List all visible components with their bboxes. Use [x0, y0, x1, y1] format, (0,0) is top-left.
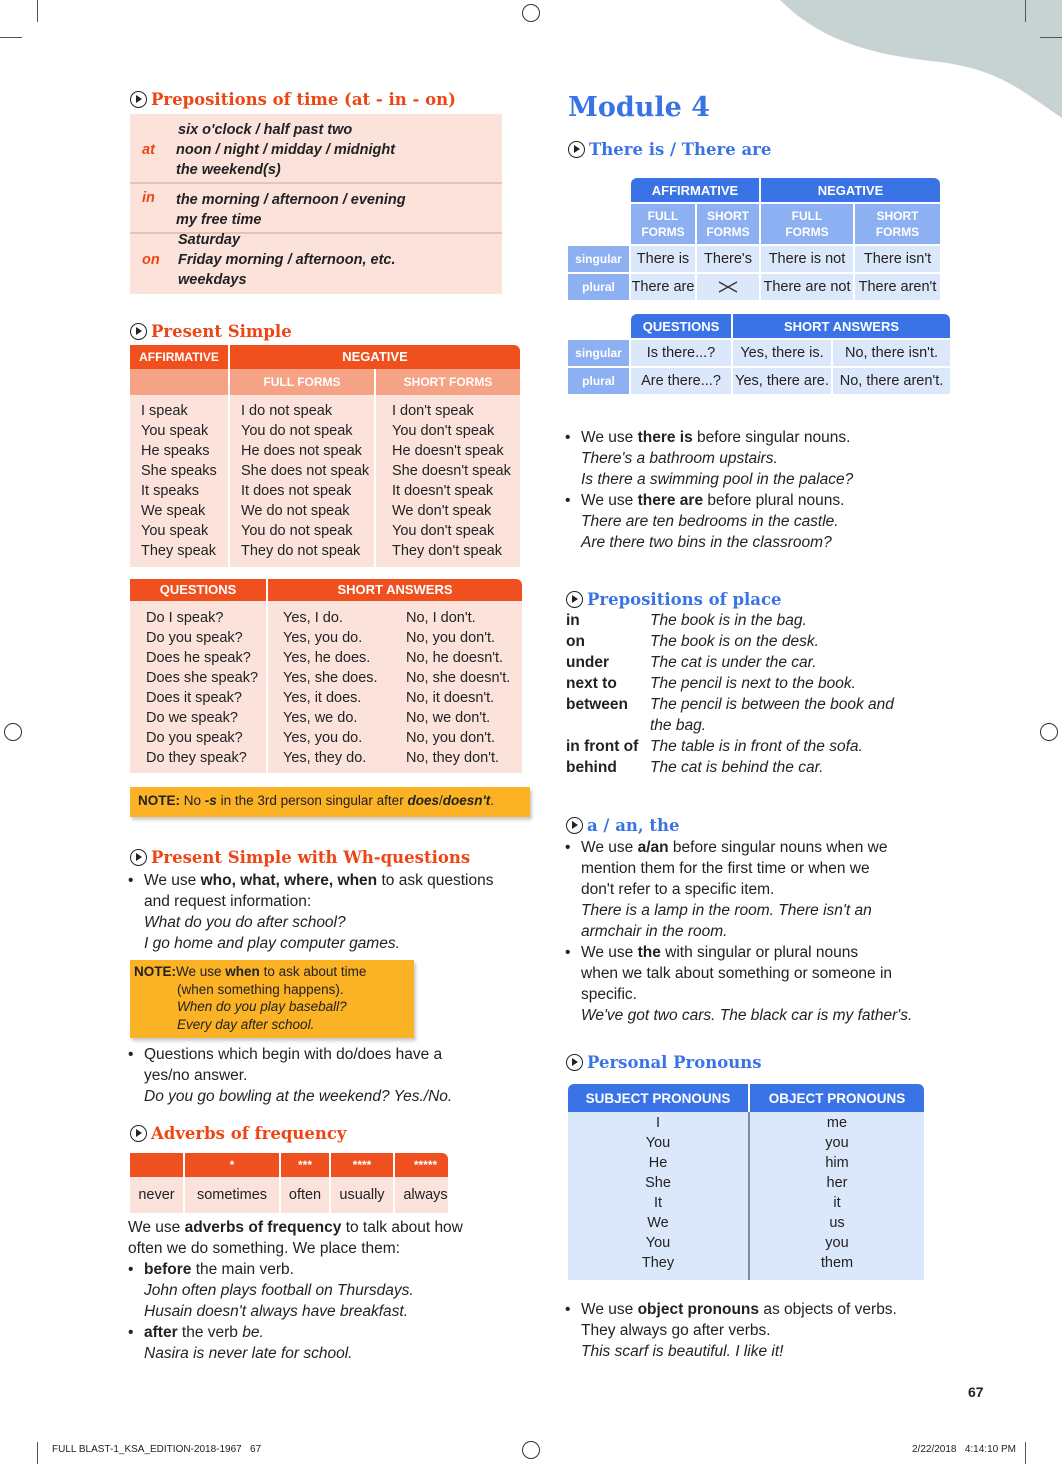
list-item: She	[645, 1175, 671, 1191]
list-item: They do not speak	[241, 543, 361, 559]
list-item: Yes, I do.	[283, 610, 343, 626]
list-item: He doesn't speak	[392, 443, 504, 459]
preposition	[566, 715, 650, 736]
preposition: on	[566, 633, 585, 650]
frequency-word: always	[403, 1187, 448, 1203]
short-forms-header: SHORT FORMS	[697, 204, 759, 244]
column-divider	[374, 395, 376, 567]
footer-left: FULL BLAST-1_KSA_EDITION-2018-1967 67	[52, 1444, 262, 1455]
example-sentence: The pencil is between the book and	[650, 696, 894, 713]
list-item: Yes, he does.	[283, 650, 371, 666]
articles-title: a / an, the	[566, 816, 680, 835]
footer-right: 2/22/2018 4:14:10 PM	[912, 1444, 1016, 1455]
list-item: Does he speak?	[146, 650, 251, 666]
column-divider	[228, 395, 230, 567]
yes-answers-column	[283, 608, 378, 768]
list-item: I speak	[141, 403, 188, 419]
crop-mark	[0, 37, 22, 38]
short-forms-header: SHORT FORMS	[376, 369, 520, 395]
header-blank	[130, 369, 228, 395]
affirmative-header: AFFIRMATIVE	[130, 345, 228, 369]
list-item: No, you don't.	[406, 730, 496, 746]
list-item: Do you speak?	[146, 630, 243, 646]
singular-label: singular	[568, 340, 629, 366]
example-sentence: the bag.	[650, 717, 707, 734]
list-item	[566, 631, 966, 652]
prep-time-table	[130, 114, 502, 294]
crop-mark	[37, 1442, 38, 1464]
negative-full-column	[241, 401, 369, 561]
table-cell: No, there isn't.	[833, 340, 950, 366]
negative-header: NEGATIVE	[230, 345, 520, 369]
no-short-form-cell	[697, 274, 759, 300]
play-audio-icon[interactable]	[130, 1125, 147, 1142]
articles-text: • We use a/an before singular nouns when we mention them for the first time or when we don't refer to a specific item. There is a lamp in the room. There isn't an armchair in the room. • We use the with singular or plural nouns when we talk about something or someone in specific. We've got two cars. The black car is my father's.	[565, 837, 965, 1026]
list-item: Do we speak?	[146, 710, 238, 726]
registration-mark-icon	[4, 723, 22, 741]
list-item: You don't speak	[392, 423, 495, 439]
list-item: It	[653, 1195, 663, 1211]
wh-text: • We use who, what, where, when to ask questions and request information: What do you do after school? I go home and play computer games.	[128, 870, 528, 954]
questions-header: QUESTIONS	[130, 579, 266, 601]
example-sentence: The book is in the bag.	[650, 612, 807, 629]
list-item	[566, 736, 966, 757]
list-item: You speak	[141, 423, 209, 439]
play-audio-icon[interactable]	[566, 817, 583, 834]
list-item: It speaks	[141, 483, 200, 499]
table-cell: Yes, there are.	[733, 368, 831, 394]
plural-label: plural	[568, 368, 629, 394]
negative-short-column	[392, 401, 511, 561]
table-cell: There isn't	[855, 246, 940, 272]
example-sentence: The table is in front of the sofa.	[650, 738, 863, 755]
preposition: next to	[566, 675, 617, 692]
adverbs-title: Adverbs of frequency	[130, 1124, 347, 1143]
play-audio-icon[interactable]	[130, 849, 147, 866]
there-title: There is / There are	[568, 140, 771, 159]
list-item: I	[655, 1115, 661, 1131]
pronouns-text: • We use object pronouns as objects of verbs. They always go after verbs. This scarf is beautiful. I like it!	[565, 1299, 965, 1362]
list-item: It doesn't speak	[392, 483, 494, 499]
list-item	[566, 652, 966, 673]
list-item: No, they don't.	[406, 750, 500, 766]
list-item: them	[820, 1255, 854, 1271]
list-item: She speaks	[141, 463, 217, 479]
table-cell: No, there aren't.	[833, 368, 950, 394]
play-audio-icon[interactable]	[566, 591, 583, 608]
table-cell: There aren't	[855, 274, 940, 300]
example-sentence: The cat is behind the car.	[650, 759, 824, 776]
full-forms-header: FULL FORMS	[761, 204, 853, 244]
list-item: No, it doesn't.	[406, 690, 495, 706]
short-answers-header: SHORT ANSWERS	[268, 579, 522, 601]
table-cell: Are there...?	[631, 368, 731, 394]
list-item	[566, 757, 966, 778]
module-title: Module 4	[568, 92, 711, 123]
prep-label: in	[142, 190, 155, 206]
list-item: No, we don't.	[406, 710, 491, 726]
list-item: I don't speak	[392, 403, 474, 419]
list-item: you	[825, 1135, 849, 1151]
frequency-word: never	[138, 1187, 175, 1203]
short-answers-header: SHORT ANSWERS	[733, 314, 950, 338]
preposition: between	[566, 696, 629, 713]
list-item: Yes, we do.	[283, 710, 358, 726]
list-item: me	[826, 1115, 848, 1131]
frequency-stars: *	[229, 1158, 235, 1172]
list-item: You do not speak	[241, 423, 353, 439]
list-item: Do they speak?	[146, 750, 247, 766]
wh-title: Present Simple with Wh-questions	[130, 848, 470, 867]
table-cell: There is not	[761, 246, 853, 272]
column-divider	[266, 601, 268, 773]
list-item: No, you don't.	[406, 630, 496, 646]
list-item: her	[826, 1175, 848, 1191]
list-item: They don't speak	[392, 543, 502, 559]
list-item: He does not speak	[241, 443, 362, 459]
list-item: He	[648, 1155, 668, 1171]
table-cell: There is	[631, 246, 695, 272]
object-pronouns-header: OBJECT PRONOUNS	[750, 1084, 924, 1112]
prep-examples: six o'clock / half past two noon / night / midday / midnight the weekend(s)	[176, 122, 396, 178]
plural-label: plural	[568, 274, 629, 300]
object-pronouns-column	[750, 1113, 924, 1273]
list-item	[566, 673, 966, 694]
there-table	[568, 178, 940, 300]
example-sentence: The book is on the desk.	[650, 633, 819, 650]
prep-time-title: Prepositions of time (at - in - on)	[130, 90, 456, 109]
prep-examples: the morning / afternoon / evening my free time	[176, 192, 406, 228]
list-item: You	[645, 1235, 671, 1251]
subject-pronouns-header: SUBJECT PRONOUNS	[568, 1084, 748, 1112]
frequency-stars: *****	[413, 1158, 438, 1172]
play-audio-icon[interactable]	[130, 91, 147, 108]
frequency-stars: ****	[352, 1158, 372, 1172]
list-item: No, she doesn't.	[406, 670, 511, 686]
preposition: under	[566, 654, 610, 671]
there-text: • We use there is before singular nouns. There's a bathroom upstairs. Is there a swimming pool in the palace? • We use there are before plural nouns. There are ten bedrooms in the castle. Are there two bins in the classroom?	[565, 427, 965, 553]
prep-examples: Saturday Friday morning / afternoon, etc. weekdays	[178, 232, 396, 288]
there-questions-table	[568, 314, 950, 394]
pronouns-table	[568, 1084, 924, 1280]
full-forms-header: FULL FORMS	[631, 204, 695, 244]
list-item: Yes, you do.	[283, 630, 363, 646]
list-item: I do not speak	[241, 403, 333, 419]
list-item: him	[825, 1155, 849, 1171]
affirmative-column	[141, 401, 217, 561]
table-cell: Yes, there is.	[733, 340, 831, 366]
frequency-word: often	[288, 1187, 322, 1203]
page-number: 67	[968, 1384, 984, 1400]
list-item: Yes, they do.	[283, 750, 367, 766]
preposition: behind	[566, 759, 617, 776]
frequency-word: usually	[339, 1187, 385, 1203]
prep-label: at	[142, 142, 155, 158]
play-audio-icon[interactable]	[568, 141, 585, 158]
list-item: No, I don't.	[406, 610, 476, 626]
list-item: Do I speak?	[146, 610, 224, 626]
crop-mark	[37, 0, 38, 22]
full-forms-header: FULL FORMS	[230, 369, 374, 395]
pronouns-title: Personal Pronouns	[566, 1053, 762, 1072]
table-cell: Is there...?	[631, 340, 731, 366]
affirmative-header: AFFIRMATIVE	[631, 178, 759, 202]
subject-pronouns-column	[568, 1113, 748, 1273]
list-item: Does she speak?	[146, 670, 259, 686]
list-item: We	[647, 1215, 669, 1231]
crop-mark	[1025, 0, 1026, 22]
list-item: You	[645, 1135, 671, 1151]
list-item: Do you speak?	[146, 730, 243, 746]
list-item: They	[641, 1255, 675, 1271]
list-item: We do not speak	[241, 503, 350, 519]
present-simple-title: Present Simple	[130, 322, 292, 341]
example-sentence: The pencil is next to the book.	[650, 675, 856, 692]
list-item	[566, 610, 966, 631]
play-audio-icon[interactable]	[130, 323, 147, 340]
questions-header: QUESTIONS	[631, 314, 731, 338]
corner-decoration	[780, 0, 1062, 120]
table-cell: There are not	[761, 274, 853, 300]
frequency-stars: ***	[297, 1158, 312, 1172]
list-item	[566, 694, 966, 715]
list-item: She does not speak	[241, 463, 370, 479]
play-audio-icon[interactable]	[566, 1054, 583, 1071]
list-item: Yes, you do.	[283, 730, 363, 746]
registration-mark-icon	[522, 1441, 540, 1459]
preposition: in front of	[566, 738, 639, 755]
list-item: No, he doesn't.	[406, 650, 504, 666]
list-item: You don't speak	[392, 523, 495, 539]
singular-label: singular	[568, 246, 629, 272]
questions-column	[146, 608, 258, 768]
registration-mark-icon	[522, 4, 540, 22]
list-item: Does it speak?	[146, 690, 242, 706]
present-simple-table	[130, 345, 520, 567]
list-item: You speak	[141, 523, 209, 539]
place-list	[566, 610, 966, 778]
list-item: It does not speak	[241, 483, 352, 499]
list-item: Yes, it does.	[283, 690, 362, 706]
list-item: We speak	[141, 503, 206, 519]
list-item: He speaks	[141, 443, 210, 459]
frequency-word: sometimes	[196, 1187, 268, 1203]
list-item: They speak	[141, 543, 216, 559]
wh-note-box: NOTE:We use when to ask about time (when something happens). When do you play baseball? Every day after school.	[130, 960, 414, 1038]
list-item: it	[833, 1195, 841, 1211]
questions-table	[130, 579, 522, 773]
divider	[130, 182, 502, 184]
adverbs-cells	[130, 1153, 448, 1213]
crop-mark	[1040, 37, 1062, 38]
registration-mark-icon	[1040, 723, 1058, 741]
adverbs-text: We use adverbs of frequency to talk about how often we do something. We place them: • before the main verb. John often plays football on Thursdays. Husain doesn't always have breakfast. • after the verb be. Nasira is never late for school.	[128, 1217, 528, 1364]
list-item: She doesn't speak	[392, 463, 511, 479]
note-box: NOTE: No -s in the 3rd person singular after does/doesn't.	[130, 787, 530, 817]
list-item: Yes, she does.	[283, 670, 378, 686]
table-cell: There are	[631, 274, 695, 300]
place-title: Prepositions of place	[566, 590, 782, 609]
list-item: You do not speak	[241, 523, 353, 539]
wh-text-2: • Questions which begin with do/does have a yes/no answer. Do you go bowling at the weekend? Yes./No.	[128, 1044, 528, 1107]
prep-label: on	[142, 252, 160, 268]
table-cell: There's	[697, 246, 759, 272]
list-item: We don't speak	[392, 503, 492, 519]
negative-header: NEGATIVE	[761, 178, 940, 202]
example-sentence: The cat is under the car.	[650, 654, 817, 671]
cross-icon	[718, 281, 738, 293]
preposition: in	[566, 612, 580, 629]
short-forms-header: SHORT FORMS	[855, 204, 940, 244]
list-item: us	[829, 1215, 845, 1231]
crop-mark	[1025, 1442, 1026, 1464]
list-item: you	[825, 1235, 849, 1251]
list-item	[566, 715, 966, 736]
no-answers-column	[406, 608, 510, 768]
